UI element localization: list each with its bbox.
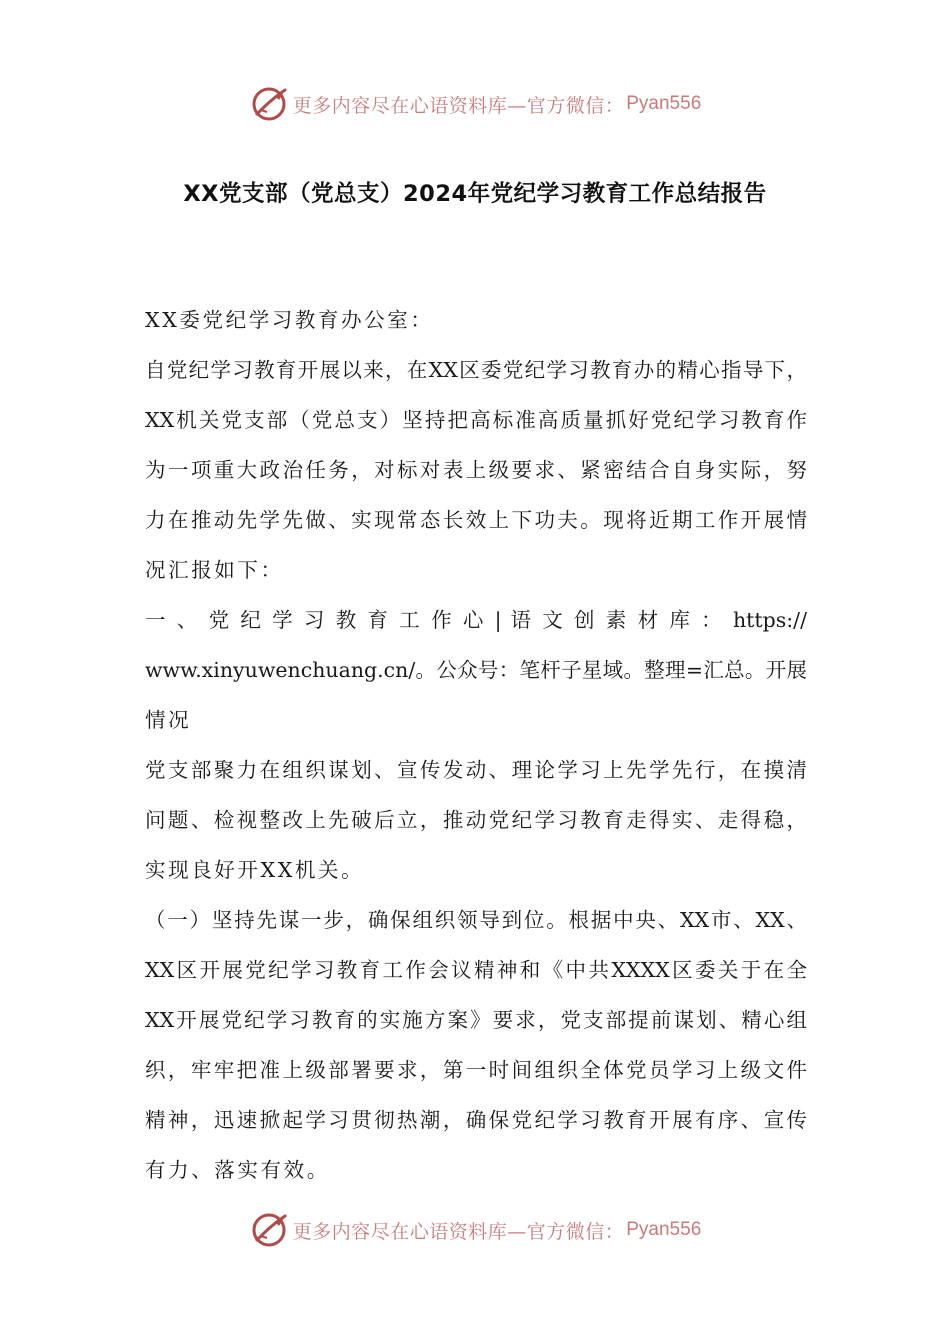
body-line: 一 、 党 纪 学 习 教 育 工 作 心 | 语 文 创 素 材 库 ： https:// [145,608,807,632]
body-line: 织，牢牢把准上级部署要求，第一时间组织全体党员学习上级文件 [145,1058,807,1082]
body-line: XX开展党纪学习教育的实施方案》要求，党支部提前谋划、精心组 [145,1008,807,1032]
body-line: 为一项重大政治任务，对标对表上级要求、紧密结合自身实际，努 [145,458,807,482]
body-line: 自党纪学习教育开展以来，在XX区委党纪学习教育办的精心指导下， [145,358,807,382]
body-line: 力在推动先学先做、实现常态长效上下功夫。现将近期工作开展情 [145,508,807,532]
body-line: www.xinyuwenchuang.cn/。公众号：笔杆子星域。整理=汇总。开展 [145,658,807,682]
banner-text: 更多内容尽在心语资料库—官方微信： [292,94,625,117]
body-line: 况汇报如下： [145,558,284,582]
body-line: 有力、落实有效。 [145,1158,330,1182]
body-line: 实现良好开XX机关。 [145,858,365,882]
body-line: （一）坚持先谋一步，确保组织领导到位。根据中央、XX市、XX、 [145,908,807,932]
body-line: 精神，迅速掀起学习贯彻热潮，确保党纪学习教育开展有序、宣传 [145,1108,807,1132]
body-line: 党支部聚力在组织谋划、宣传发动、理论学习上先学先行，在摸清 [145,758,807,782]
quill-logo-icon [249,1210,289,1250]
banner-text: 更多内容尽在心语资料库—官方微信： [292,1220,625,1243]
body-line: XX区开展党纪学习教育工作会议精神和《中共XXXX区委关于在全 [145,958,807,982]
document-title: XX党支部（党总支）2024年党纪学习教育工作总结报告 [183,181,767,207]
header-watermark-banner [0,82,950,126]
banner-contact: Pyan556 [626,1219,702,1240]
body-line: 问题、检视整改上先破后立，推动党纪学习教育走得实、走得稳， [145,808,807,832]
footer-watermark-banner [0,1208,950,1252]
quill-logo-icon [249,84,289,124]
body-line: 情况 [145,708,192,732]
body-line: XX机关党支部（党总支）坚持把高标准高质量抓好党纪学习教育作 [145,408,807,432]
body-line: XX委党纪学习教育办公室： [145,308,434,332]
banner-contact: Pyan556 [626,93,702,114]
document-body [145,295,807,1195]
